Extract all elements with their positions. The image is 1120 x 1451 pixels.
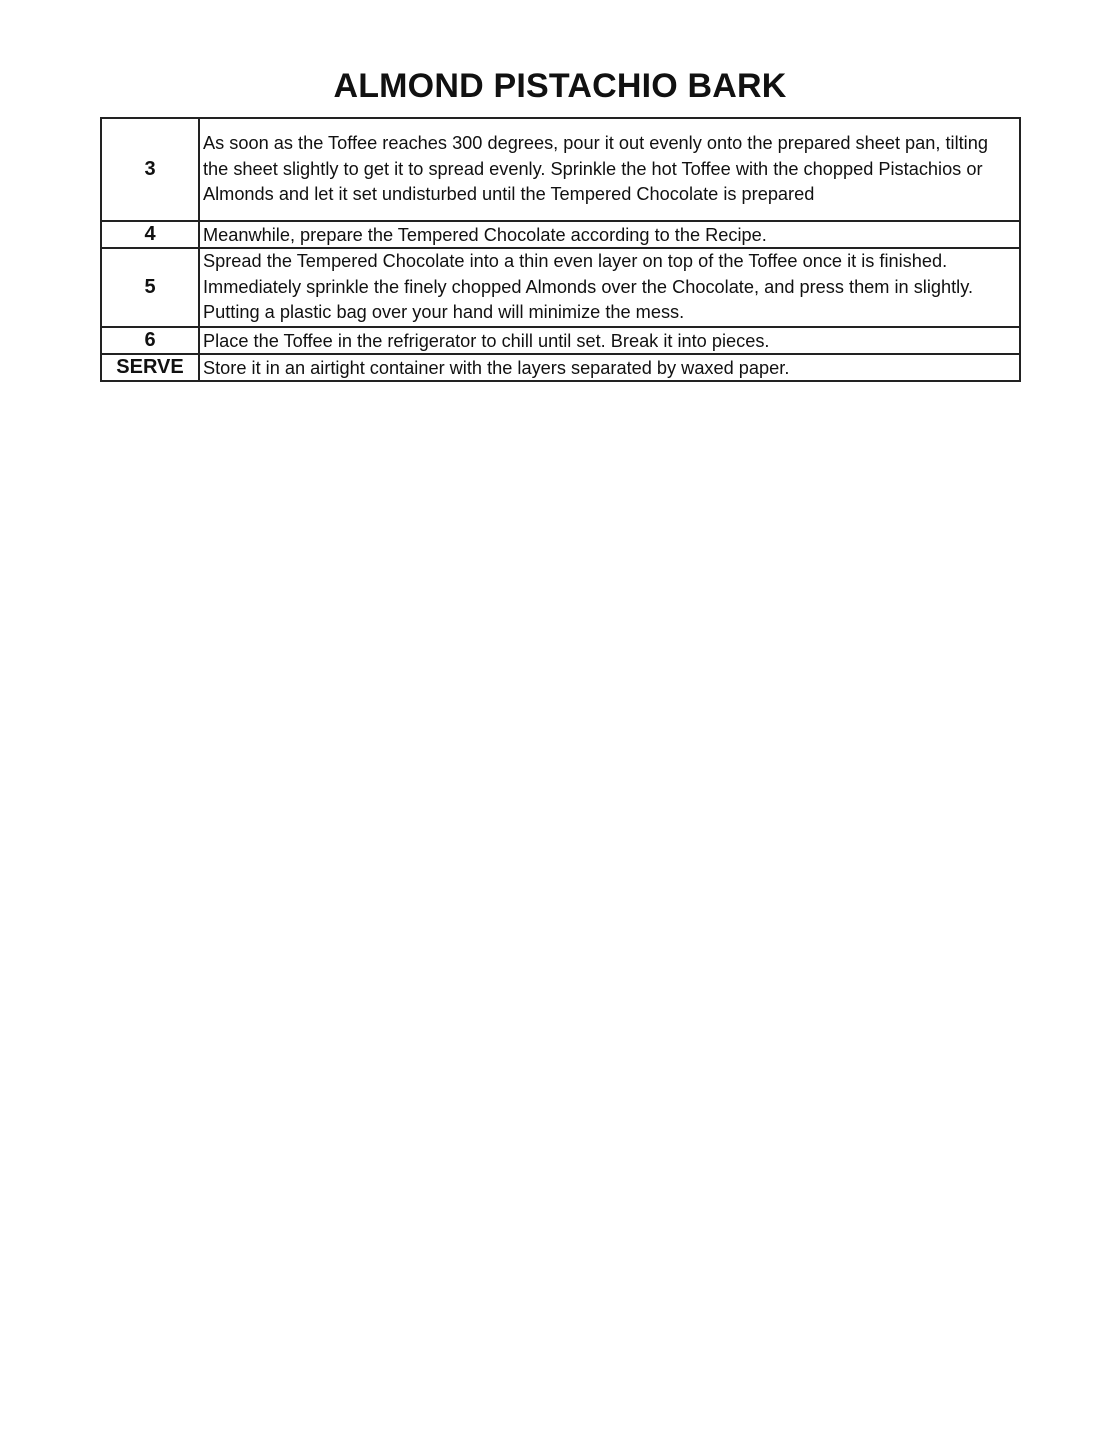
step-number: 4 [101,221,199,248]
table-row [101,118,1020,221]
table-row [101,327,1020,354]
table-row [101,248,1020,327]
steps-table [100,117,1021,382]
step-number: 5 [101,248,199,327]
step-number: 6 [101,327,199,354]
step-instructions: As soon as the Toffee reaches 300 degrees, pour it out evenly onto the prepared sheet pan, tilting the sheet slightly to get it to spread evenly. Sprinkle the hot Toffee with the chopped Pistachios or Almonds and let it set undisturbed until the Tempered Chocolate is prepared [199,118,1020,221]
step-instructions: Spread the Tempered Chocolate into a thin even layer on top of the Toffee once it is finished. Immediately sprinkle the finely chopped Almonds over the Chocolate, and press them in slightly. Putting a plastic bag over your hand will minimize the mess. [199,248,1020,327]
table-row [101,354,1020,381]
step-number: 3 [101,118,199,221]
step-number: SERVE [101,354,199,381]
step-instructions: Place the Toffee in the refrigerator to chill until set. Break it into pieces. [199,327,1020,354]
step-instructions: Meanwhile, prepare the Tempered Chocolate according to the Recipe. [199,221,1020,248]
step-instructions: Store it in an airtight container with the layers separated by waxed paper. [199,354,1020,381]
page-title: ALMOND PISTACHIO BARK [333,67,787,105]
table-row [101,221,1020,248]
